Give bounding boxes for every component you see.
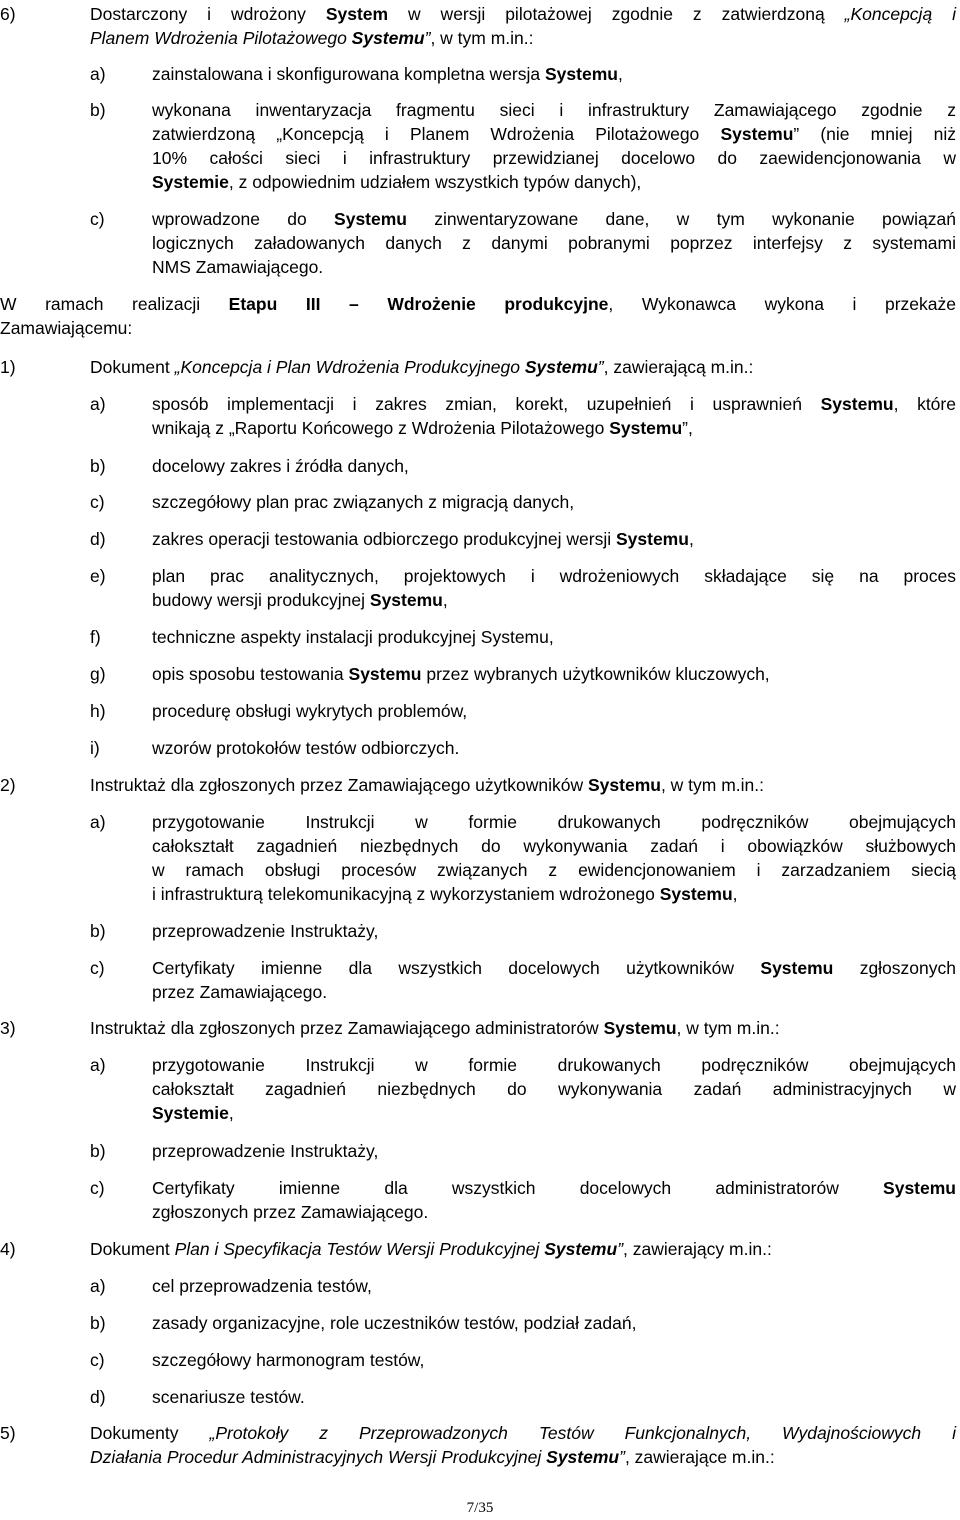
text-line: szczegółowy harmonogram testów,	[152, 1350, 425, 1370]
list-marker: c)	[90, 1178, 105, 1198]
list-marker: b)	[90, 1313, 106, 1333]
list-marker: b)	[90, 921, 106, 941]
list-marker: h)	[90, 701, 106, 721]
text-line: procedurę obsługi wykrytych problemów,	[152, 701, 468, 721]
text-line: docelowy zakres i źródła danych,	[152, 456, 409, 476]
list-marker: c)	[90, 958, 105, 978]
text-line: opis sposobu testowania Systemu przez wybranych użytkowników kluczowych,	[152, 664, 770, 684]
list-marker: b)	[90, 456, 106, 476]
text-line: logicznych załadowanych danych z danymi pobranymi poprzez interfejsy z systemami	[152, 233, 956, 253]
text-line: szczegółowy plan prac związanych z migracją danych,	[152, 492, 575, 512]
list-marker: a)	[90, 812, 106, 832]
text-line: Dokument Plan i Specyfikacja Testów Wersji Produkcyjnej Systemu”, zawierający m.in.:	[90, 1239, 772, 1259]
list-marker: 1)	[0, 357, 16, 377]
text-line: przeprowadzenie Instruktaży,	[152, 921, 379, 941]
list-marker: i)	[90, 738, 100, 758]
list-marker: a)	[90, 1276, 106, 1296]
list-marker: 2)	[0, 775, 16, 795]
text-line: i infrastrukturą telekomunikacyjną z wykorzystaniem wdrożonego Systemu,	[152, 884, 738, 904]
text-line: Systemie,	[152, 1103, 234, 1123]
list-marker: 4)	[0, 1239, 16, 1259]
text-line: Certyfikaty imienne dla wszystkich docelowych użytkowników Systemu zgłoszonych	[152, 958, 956, 978]
text-line: całokształt zagadnień niezbędnych do wykonywania zadań administracyjnych w	[152, 1079, 956, 1099]
text-line: wnikają z „Raportu Końcowego z Wdrożenia Pilotażowego Systemu”,	[152, 418, 693, 438]
text-line: Certyfikaty imienne dla wszystkich docelowych administratorów Systemu	[152, 1178, 956, 1198]
text-line: zasady organizacyjne, role uczestników testów, podział zadań,	[152, 1313, 637, 1333]
text-line: Dokument „Koncepcja i Plan Wdrożenia Produkcyjnego Systemu”, zawierającą m.in.:	[90, 357, 754, 377]
text-line: Instruktaż dla zgłoszonych przez Zamawiającego administratorów Systemu, w tym m.in.:	[90, 1018, 780, 1038]
text-line: scenariusze testów.	[152, 1387, 305, 1407]
list-marker: b)	[90, 1141, 106, 1161]
list-marker: a)	[90, 1055, 106, 1075]
text-line: Systemie, z odpowiednim udziałem wszystkich typów danych),	[152, 172, 642, 192]
text-line: wzorów protokołów testów odbiorczych.	[152, 738, 460, 758]
text-line: zatwierdzoną „Koncepcją i Planem Wdrożenia Pilotażowego Systemu” (nie mniej niż	[152, 124, 956, 144]
list-marker: f)	[90, 627, 101, 647]
list-marker: a)	[90, 394, 106, 414]
text-line: Dokumenty „Protokoły z Przeprowadzonych Testów Funkcjonalnych, Wydajnościowych i	[90, 1423, 956, 1443]
list-marker: c)	[90, 492, 105, 512]
text-line: budowy wersji produkcyjnej Systemu,	[152, 590, 448, 610]
text-line: wykonana inwentaryzacja fragmentu sieci i infrastruktury Zamawiającego zgodnie z	[152, 100, 956, 120]
text-line: sposób implementacji i zakres zmian, korekt, uzupełnień i usprawnień Systemu, które	[152, 394, 956, 414]
text-line: Dostarczony i wdrożony System w wersji pilotażowej zgodnie z zatwierdzoną „Koncepcją i	[90, 4, 956, 24]
list-marker: 6)	[0, 4, 16, 24]
text-line: W ramach realizacji Etapu III – Wdrożenie produkcyjne, Wykonawca wykona i przekaże	[0, 294, 956, 314]
text-line: plan prac analitycznych, projektowych i wdrożeniowych składające się na proces	[152, 566, 956, 586]
text-line: przygotowanie Instrukcji w formie drukowanych podręczników obejmujących	[152, 812, 956, 832]
text-line: Zamawiającemu:	[0, 318, 133, 338]
list-marker: 5)	[0, 1423, 16, 1443]
page-number: 7/35	[466, 1500, 494, 1516]
text-line: w ramach obsługi procesów związanych z ewidencjonowaniem i zarzadzaniem siecią	[152, 860, 956, 880]
text-line: przeprowadzenie Instruktaży,	[152, 1141, 379, 1161]
text-line: cel przeprowadzenia testów,	[152, 1276, 372, 1296]
text-line: zgłoszonych przez Zamawiającego.	[152, 1202, 429, 1222]
text-line: Działania Procedur Administracyjnych Wersji Produkcyjnej Systemu”, zawierające m.in.:	[90, 1447, 775, 1467]
list-marker: b)	[90, 100, 106, 120]
text-line: zakres operacji testowania odbiorczego produkcyjnej wersji Systemu,	[152, 529, 694, 549]
text-line: 10% całości sieci i infrastruktury przewidzianej docelowo do zaewidencjonowania w	[152, 148, 956, 168]
list-marker: e)	[90, 566, 106, 586]
list-marker: c)	[90, 1350, 105, 1370]
text-line: zainstalowana i skonfigurowana kompletna wersja Systemu,	[152, 64, 623, 84]
text-line: przygotowanie Instrukcji w formie drukowanych podręczników obejmujących	[152, 1055, 956, 1075]
text-line: Planem Wdrożenia Pilotażowego Systemu”, w tym m.in.:	[90, 28, 534, 48]
list-marker: c)	[90, 209, 105, 229]
list-marker: d)	[90, 1387, 106, 1407]
text-line: przez Zamawiającego.	[152, 982, 328, 1002]
text-line: Instruktaż dla zgłoszonych przez Zamawiającego użytkowników Systemu, w tym m.in.:	[90, 775, 765, 795]
text-line: techniczne aspekty instalacji produkcyjnej Systemu,	[152, 627, 554, 647]
text-line: całokształt zagadnień niezbędnych do wykonywania zadań i obowiązków służbowych	[152, 836, 956, 856]
list-marker: 3)	[0, 1018, 16, 1038]
list-marker: d)	[90, 529, 106, 549]
list-marker: g)	[90, 664, 106, 684]
list-marker: a)	[90, 64, 106, 84]
text-line: wprowadzone do Systemu zinwentaryzowane dane, w tym wykonanie powiązań	[152, 209, 956, 229]
text-line: NMS Zamawiającego.	[152, 257, 324, 277]
